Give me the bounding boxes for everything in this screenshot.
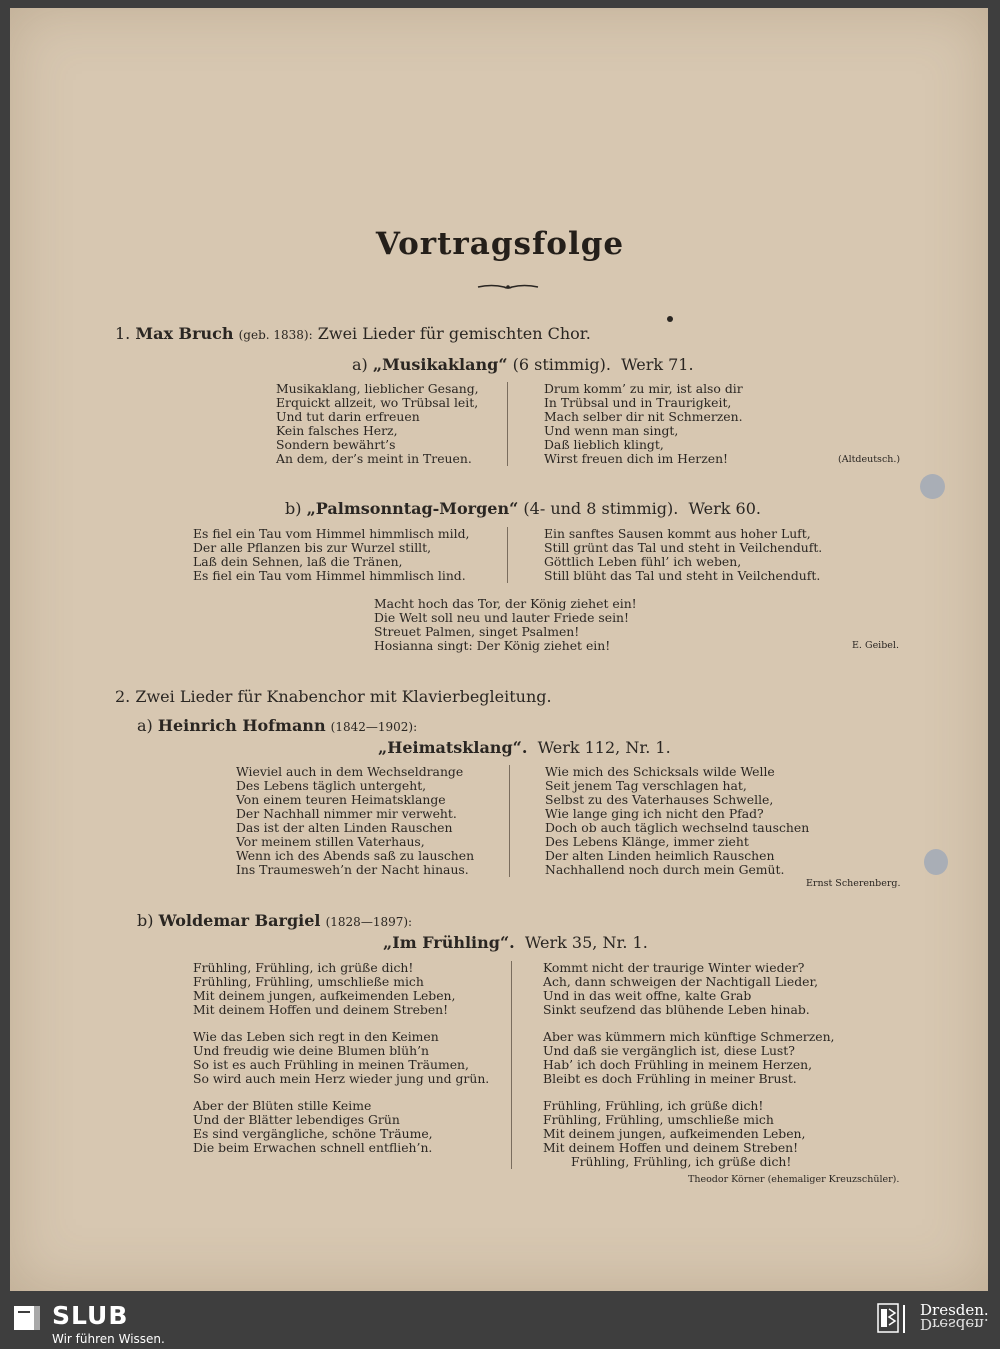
composer-name: Woldemar Bargiel	[158, 911, 321, 930]
lyrics-1a-right: Drum komm’ zu mir, ist also dir In Trübsal und in Traurigkeit, Mach selber dir nit Schmerzen. Und wenn man singt, Daß lieblich klingt, Wirst freuen dich im Herzen!	[544, 381, 743, 466]
column-divider	[509, 765, 510, 877]
credit-1a: (Altdeutsch.)	[838, 454, 901, 465]
city-name[interactable]: Dresden.	[920, 1301, 989, 1319]
song-heading-1b: b) „Palmsonntag-Morgen“ (4- und 8 stimmig). Werk 60.	[285, 499, 761, 518]
footer-bar	[0, 1299, 1000, 1349]
song-title: „Im Frühling“.	[383, 933, 515, 952]
dresden-coat-of-arms-icon	[877, 1303, 913, 1335]
slub-logo-icon	[12, 1303, 42, 1333]
lyrics-1b-right: Ein sanftes Sausen kommt aus hoher Luft, Still grünt das Tal und steht in Veilchenduft. Göttlich Leben fühl’ ich weben, Still blüht das Tal und steht in Veilchenduft.	[544, 526, 823, 583]
page-title: Vortragsfolge	[375, 226, 625, 262]
brand-name[interactable]: SLUB	[52, 1301, 129, 1330]
lyrics-2b-left-3: Aber der Blüten stille Keime Und der Blätter lebendiges Grün Es sind vergängliche, schöne Träume, Die beim Erwachen schnell entflieh’n.	[193, 1098, 433, 1155]
lyrics-2b-right-3: Frühling, Frühling, ich grüße dich! Frühling, Frühling, umschließe mich Mit deinem jungen, aufkeimenden Leben, Mit deinem Hoffen und deinem Streben! Frühling, Frühling, ich grüße dich!	[543, 1098, 806, 1169]
lyrics-2a-left: Wieviel auch in dem Wechseldrange Des Lebens täglich untergeht, Von einem teuren Heimatsklange Der Nachhall nimmer mir verweht. Das ist der alten Linden Rauschen Vor meinem stillen Vaterhaus, Wenn ich des Abends saß zu lauschen Ins Traumesweh’n der Nacht hinaus.	[236, 764, 475, 877]
song-title: „Musikaklang“	[372, 355, 508, 374]
composer-heading-2a: a) Heinrich Hofmann (1842—1902):	[137, 716, 418, 735]
lyrics-1a-left: Musikaklang, lieblicher Gesang, Erquickt allzeit, wo Trübsal leit, Und tut darin erfreuen Kein falsches Herz, Sondern bewährt’s An dem, der’s meint in Treuen.	[276, 381, 479, 466]
city-name-mirrored: Dresden.	[920, 1315, 989, 1333]
paper-stain	[920, 474, 945, 499]
lyrics-1b-refrain: Macht hoch das Tor, der König ziehet ein! Die Welt soll neu und lauter Friede sein! Streuet Palmen, singet Psalmen! Hosianna singt: Der König ziehet ein!	[374, 596, 637, 653]
column-divider	[511, 961, 512, 1169]
lyrics-2a-right: Wie mich des Schicksals wilde Welle Seit jenem Tag verschlagen hat, Selbst zu des Vaterhauses Schwelle, Wie lange ging ich nicht den Pfad? Doch ob auch täglich wechselnd tauschen Des Lebens Klänge, immer zieht Der alten Linden heimlich Rauschen Nachhallend noch durch mein Gemüt.	[545, 764, 810, 877]
song-heading-1a: a) „Musikaklang“ (6 stimmig). Werk 71.	[352, 355, 694, 374]
ornament-divider	[476, 283, 540, 291]
composer-name: Max Bruch	[135, 324, 234, 343]
column-divider	[507, 382, 508, 466]
lyrics-2b-right-2: Aber was kümmern mich künftige Schmerzen, Und daß sie vergänglich ist, diese Lust? Hab’ ich doch Frühling in meinem Herzen, Bleibt es doch Frühling in meiner Brust.	[543, 1029, 835, 1086]
composer-heading-2b: b) Woldemar Bargiel (1828—1897):	[137, 911, 413, 930]
column-divider	[507, 527, 508, 583]
lyrics-2b-right-1: Kommt nicht der traurige Winter wieder? Ach, dann schweigen der Nachtigall Lieder, Und in das weit offne, kalte Grab Sinkt seufzend das blühende Leben hinab.	[543, 960, 819, 1017]
section-1-heading: 1. Max Bruch (geb. 1838): Zwei Lieder für gemischten Chor.	[115, 324, 591, 343]
credit-1b: E. Geibel.	[852, 640, 899, 651]
paper-stain	[924, 849, 948, 875]
song-heading-2b: „Im Frühling“. Werk 35, Nr. 1.	[383, 933, 648, 952]
lyrics-2b-left-1: Frühling, Frühling, ich grüße dich! Frühling, Frühling, umschließe mich Mit deinem jungen, aufkeimenden Leben, Mit deinem Hoffen und deinem Streben!	[193, 960, 456, 1017]
song-title: „Palmsonntag-Morgen“	[306, 499, 519, 518]
lyrics-1b-left: Es fiel ein Tau vom Himmel himmlisch mild, Der alle Pflanzen bis zur Wurzel stillt, Laß dein Sehnen, laß die Tränen, Es fiel ein Tau vom Himmel himmlisch lind.	[193, 526, 470, 583]
lyrics-2b-left-2: Wie das Leben sich regt in den Keimen Und freudig wie deine Blumen blüh’n So ist es auch Frühling in meinen Träumen, So wird auch mein Herz wieder jung und grün.	[193, 1029, 490, 1086]
song-heading-2a: „Heimatsklang“. Werk 112, Nr. 1.	[378, 738, 671, 757]
ink-spot	[667, 316, 673, 322]
credit-2a: Ernst Scherenberg.	[806, 878, 901, 889]
section-2-heading: 2. Zwei Lieder für Knabenchor mit Klavierbegleitung.	[115, 687, 552, 706]
credit-2b: Theodor Körner (ehemaliger Kreuzschüler).	[688, 1174, 900, 1185]
brand-tagline: Wir führen Wissen.	[52, 1332, 165, 1346]
composer-name: Heinrich Hofmann	[157, 716, 326, 735]
song-title: „Heimatsklang“.	[378, 738, 528, 757]
